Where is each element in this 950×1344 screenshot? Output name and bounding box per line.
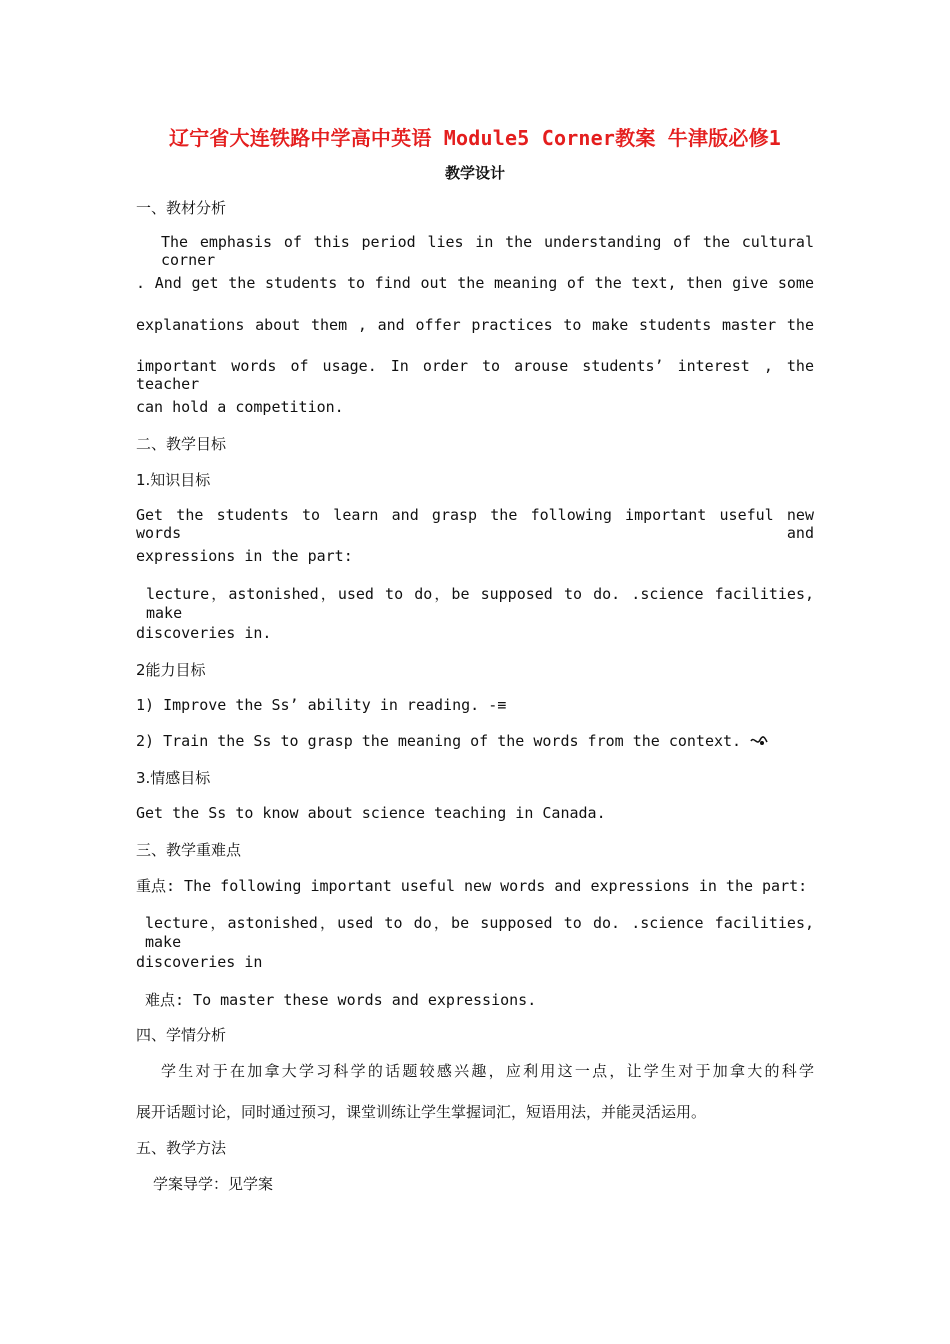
section-heading: 五、教学方法 <box>136 1139 227 1157</box>
paragraph-line: discoveries in <box>136 953 263 971</box>
paragraph-line: The emphasis of this period lies in the understanding of the cultural corner <box>161 233 814 269</box>
paragraph-line: 展开话题讨论，同时通过预习，课堂训练让学生掌握词汇，短语用法，并能灵活运用。 <box>136 1103 707 1121</box>
paragraph-line: important words of usage. In order to arouse students’ interest , the teacher <box>136 357 814 393</box>
section-heading: 一、教材分析 <box>136 199 227 217</box>
paragraph-line: lecture，astonished，used to do，be supposed to do. .science facilities, make <box>145 914 814 951</box>
subsection-heading: 2能力目标 <box>136 661 206 679</box>
list-item: 1) Improve the Ss’ ability in reading. -≡ <box>136 696 507 714</box>
paragraph-line: 学案导学：见学案 <box>153 1175 274 1193</box>
document-title: 辽宁省大连铁路中学高中英语 Module5 Corner教案 牛津版必修1 <box>168 126 782 150</box>
paragraph-line: explanations about them , and offer practices to make students master the <box>136 316 814 334</box>
paragraph-line: can hold a competition. <box>136 398 344 416</box>
document-subtitle: 教学设计 <box>444 164 505 182</box>
subsection-heading: 1.知识目标 <box>136 471 211 489</box>
list-item-text: 2) Train the Ss to grasp the meaning of the words from the context. <box>136 732 742 750</box>
subsection-heading: 3.情感目标 <box>136 769 211 787</box>
scribble-icon <box>750 733 768 751</box>
paragraph-line: Get the students to learn and grasp the following important useful new words and <box>136 506 814 542</box>
paragraph-line: . And get the students to find out the meaning of the text, then give some <box>136 274 814 292</box>
list-item <box>136 732 768 751</box>
paragraph-line: lecture，astonished，used to do，be supposed to do. .science facilities, make <box>146 585 814 622</box>
section-heading: 二、教学目标 <box>136 435 227 453</box>
paragraph-line: expressions in the part: <box>136 547 353 565</box>
paragraph-line: discoveries in. <box>136 624 272 642</box>
paragraph-line: Get the Ss to know about science teaching in Canada. <box>136 804 606 822</box>
section-heading: 三、教学重难点 <box>136 841 242 859</box>
paragraph-line: 难点: To master these words and expressions. <box>145 991 537 1009</box>
paragraph-line: 重点: The following important useful new words and expressions in the part: <box>136 877 808 895</box>
paragraph-line: 学生对于在加拿大学习科学的话题较感兴趣，应利用这一点，让学生对于加拿大的科学 <box>161 1062 814 1080</box>
section-heading: 四、学情分析 <box>136 1026 227 1044</box>
